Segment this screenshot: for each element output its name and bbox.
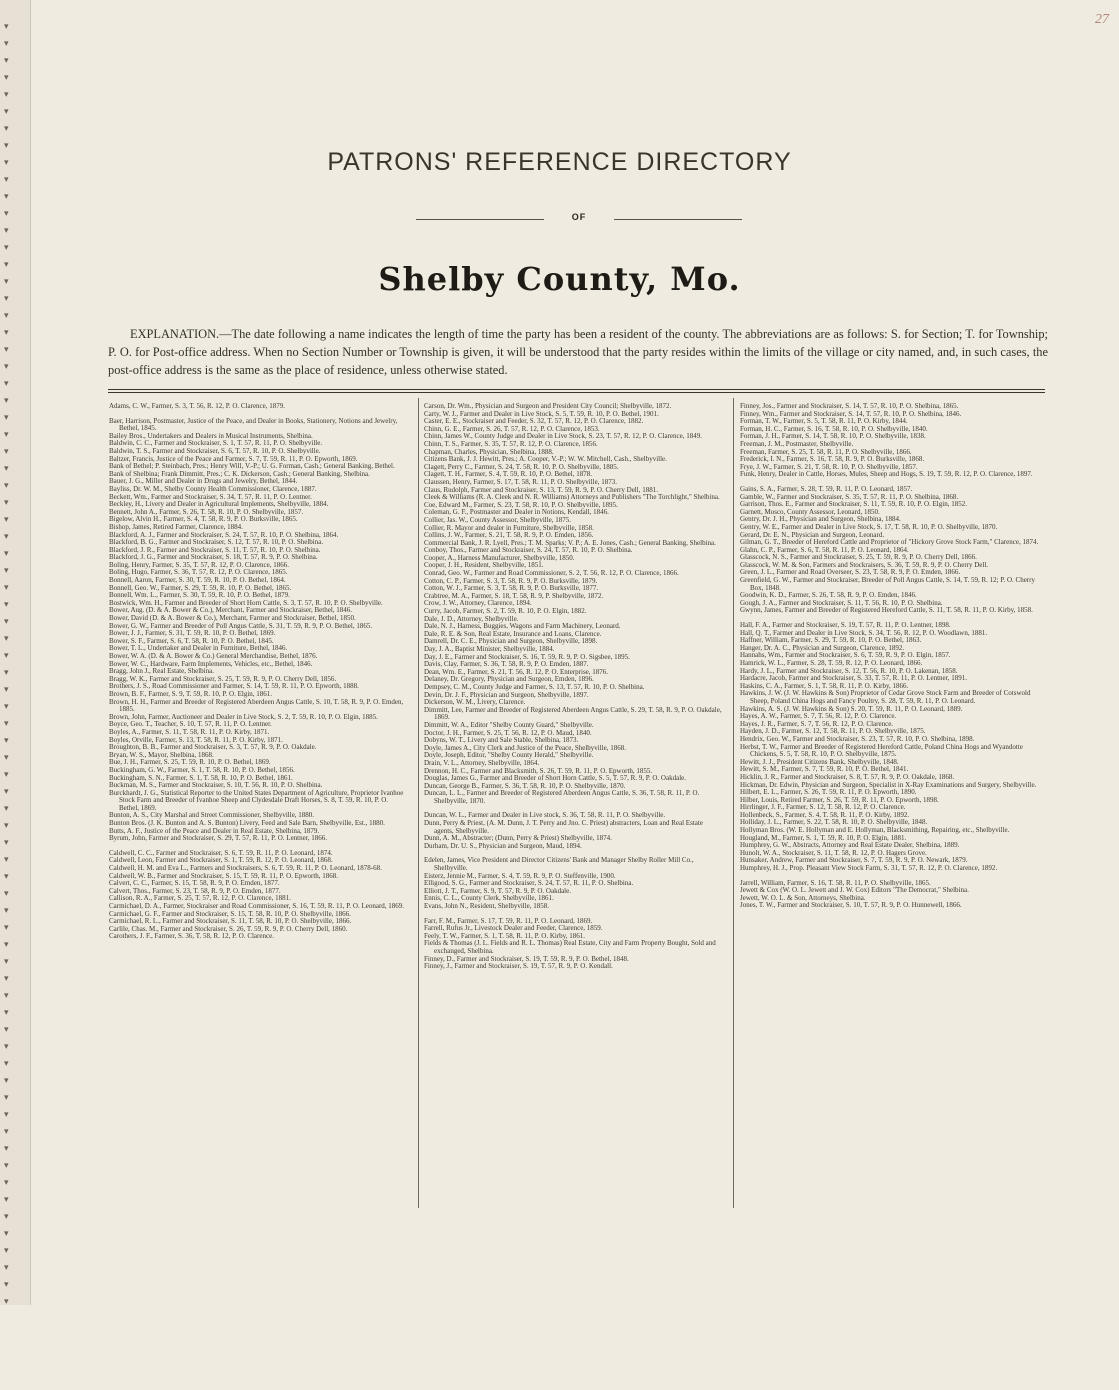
directory-entry: Jewett & Cox (W. O. L. Jewett and J. W. Cox) Editors "The Democrat," Shelbina. [740,886,969,895]
directory-entry: Dickerson, W. M., Livery, Clarence. [424,698,526,707]
directory-entry: Carothers, J. F., Farmer, S. 36, T. 58, R. 12, P. O. Clarence. [109,932,274,941]
binding-ring-icon: ▾ [4,906,9,916]
binding-ring-icon: ▾ [4,821,9,831]
binding-ring-icon: ▾ [4,855,9,865]
directory-entry: Duncan, George B., Farmer, S. 36, T. 58, R. 10, P. O. Shelbyville, 1870. [424,781,626,790]
binding-ring-icon: ▾ [4,1280,9,1290]
binding-ring-icon: ▾ [4,379,9,389]
directory-entry: Doyle, James A., City Clerk and Justice of the Peace, Shelbyville, 1868. [424,743,626,752]
directory-entry: Conboy, Thos., Farmer and Stockraiser, S. 24, T. 57, R. 10, P. O. Shelbina. [424,546,633,555]
directory-entry: Hicklin, J. R., Farmer and Stockraiser, S. 8, T. 57, R. 9, P. O. Oakdale, 1868. [740,772,955,781]
directory-entry: Drain, V. L., Attorney, Shelbyville, 1864. [424,758,540,767]
directory-entry: Buckman, M. S., Farmer and Stockraiser, S. 10, T. 56, R. 10, P. O. Shelbina. [109,781,323,790]
directory-entry: Collier, Jas. W., County Assessor, Shelbyville, 1875. [424,515,572,524]
binding-ring-icon: ▾ [4,566,9,576]
directory-entry: Ennis, C. L., County Clerk, Shelbyville, 1861. [424,894,554,903]
directory-entry: Hall, F. A., Farmer and Stockraiser, S. 19, T. 57, R. 11, P. O. Lentner, 1898. [740,621,951,630]
directory-entry: Cooper, A., Harness Manufacturer, Shelbyville, 1850. [424,553,575,562]
directory-entry: Clagett, T. H., Farmer, S. 4, T. 59, R. 10, P. O. Bethel, 1878. [424,470,592,479]
binding-ring-icon: ▾ [4,1246,9,1256]
directory-entry: Claussen, Henry, Farmer, S. 17, T. 58, R. 11, P. O. Shelbyville, 1873. [424,477,617,486]
directory-entry: Forman, J. H., Farmer, S. 14, T. 58, R. 10, P. O. Shelbyville, 1838. [740,432,926,441]
directory-entry: Caldwell, Leon, Farmer and Stockraiser, S. 1, T. 59, R. 12, P. O. Leonard, 1868. [109,856,333,865]
binding-ring-icon: ▾ [4,940,9,950]
directory-entry: Frederick, I. N., Farmer, S. 16, T. 58, R. 9, P. O. Burksville, 1868. [740,455,925,464]
directory-entry: Finney, J., Farmer and Stockraiser, S. 19, T. 57, R. 9, P. O. Kendall. [424,962,613,971]
directory-entry: Funk, Henry, Dealer in Cattle, Horses, Mules, Sheep and Hogs, S. 19, T. 59, R. 12, P. O. Clarence, 1897. [740,470,1033,479]
directory-entry: Bryan, W. S., Mayor, Shelbina, 1868. [109,750,214,759]
directory-entry: Bishop, James, Retired Farmer, Clarence, 1884. [109,522,243,531]
spiral-binding [0,0,30,1305]
directory-entry: Coe, Edward M., Farmer, S. 23, T. 58, R. 10, P. O. Shelbyville, 1895. [424,500,618,509]
binding-ring-icon: ▾ [4,668,9,678]
binding-ring-icon: ▾ [4,175,9,185]
directory-entry: Doctor, J. H., Farmer, S. 25, T. 56, R. 12, P. O. Maud, 1840. [424,728,592,737]
directory-entry: Durham, Dr. U. S., Physician and Surgeon, Maud, 1894. [424,841,582,850]
directory-entry: Bue, J. H., Farmer, S. 25, T. 59, R. 10, P. O. Bethel, 1869. [109,758,271,767]
directory-entry: Claus, Rudolph, Farmer and Stockraiser, S. 13, T. 59, R. 9, P. O. Cherry Dell, 1881. [424,485,658,494]
directory-entry: Elligood, S. G., Farmer and Stockraiser, S. 24, T. 57, R. 11, P. O. Shelbina. [424,879,634,888]
directory-entry: Hunolt, W. A., Stockraiser, S. 11, T. 58, R. 12, P. O. Hagers Grove. [740,848,927,857]
directory-entry: Dimmitt, Lee, Farmer and Breeder of Registered Aberdeen Angus Cattle, S. 29, T. 58, R. 9, P. O. Oakdale, 1869. [424,705,722,722]
directory-entry: Cleek & Williams (R. A. Cleek and N. R. Williams) Attorneys and Publishers "The Torchlight," Shelbina. [424,493,720,502]
directory-entry: Buckingham, G. W., Farmer, S. 1, T. 58, R. 10, P. O. Bethel, 1856. [109,765,295,774]
directory-entry: Douglas, James G., Farmer and Breeder of Short Horn Cattle, S. 5, T. 57, R. 9, P. O. Oakdale. [424,774,687,783]
directory-entry: Bonnell, Wm. L., Farmer, S. 30, T. 59, R. 10, P. O. Bethel, 1879. [109,591,290,600]
binding-ring-icon: ▾ [4,923,9,933]
directory-entry: Davis, Clay, Farmer, S. 36, T. 58, R. 9, P. O. Emden, 1887. [424,660,589,669]
binding-ring-icon: ▾ [4,294,9,304]
directory-entry: Devin, Dr. J. F., Physician and Surgeon, Shelbyville, 1897. [424,690,589,699]
directory-entry: Baltzer, Francis, Justice of the Peace and Farmer, S. 7, T. 59, R. 11, P. O. Epworth, 1869. [109,454,358,463]
binding-ring-icon: ▾ [4,362,9,372]
page-edge [30,0,31,1305]
binding-ring-icon: ▾ [4,107,9,117]
directory-entry: Caster, E. E., Stockraiser and Feeder, S. 32, T. 57, R. 12, P. O. Clarence, 1882. [424,417,644,426]
binding-ring-icon: ▾ [4,1263,9,1273]
column-separator [418,398,419,1208]
directory-entry: Jones, T. W., Farmer and Stockraiser, S. 10, T. 57, R. 9, P. O. Hunnewell, 1866. [740,901,962,910]
directory-entry: Buckingham, S. N., Farmer, S. 1, T. 58, R. 10, P. O. Bethel, 1861. [109,773,293,782]
directory-column-2 [424,403,724,971]
directory-entry: Eisterz, Jennie M., Farmer, S. 4, T. 59, R. 9, P. O. Steffenville, 1900. [424,871,616,880]
binding-ring-icon: ▾ [4,685,9,695]
directory-entry: Chapman, Charles, Physician, Shelbina, 1888. [424,447,554,456]
binding-ring-icon: ▾ [4,158,9,168]
directory-entry: Boyles, A., Farmer, S. 11, T. 58, R. 11, P. O. Kirby, 1871. [109,727,270,736]
directory-entry: Gilman, G. T., Breeder of Hereford Cattle and Proprietor of "Hickory Grove Stock Farm," Clarence, 1874. [740,538,1039,547]
directory-column-1 [109,403,409,941]
directory-entry: Herbst, T. W., Farmer and Breeder of Registered Hereford Cattle, Poland China Hogs and Wyandotte Chickens, S. 5, T. 58, R. 10, P. O. Shelbyville, 1875. [740,742,1023,759]
directory-entry: Bower, S. F., Farmer, S. 6, T. 58, R. 10, P. O. Bethel, 1845. [109,636,274,645]
directory-entry: Freeman, J. M., Postmaster, Shelbyville. [740,439,854,448]
directory-entry: Hanger, Dr. A. C., Physician and Surgeon, Clarence, 1892. [740,643,905,652]
directory-entry: Chinn, James W., County Judge and Dealer in Live Stock, S. 23, T. 57, R. 12, P. O. Clarence, 1849. [424,432,702,441]
directory-entry: Farrell, Rufus Jr., Livestock Dealer and Feeder, Clarence, 1859. [424,924,603,933]
directory-entry: Bunton Bros. (J. K. Bunton and A. S. Bunton) Livery, Feed and Sale Barn, Shelbyville, Est., 1880. [109,819,385,828]
directory-entry: Humphrey, H. J., Prop. Pleasant View Stock Farm, S. 31, T. 57, R. 12, P. O. Clarence, 1892. [740,864,998,873]
binding-ring-icon: ▾ [4,1110,9,1120]
directory-entry: Crow, J. W., Attorney, Clarence, 1894. [424,599,532,608]
directory-entry: Brown, John, Farmer, Auctioneer and Dealer in Live Stock, S. 2, T. 59, R. 10, P. O. Elgin, 1885. [109,712,378,721]
directory-entry: Coleman, G. F., Postmaster and Dealer in Notions, Kendall, 1846. [424,508,609,517]
directory-entry: Feely, T. W., Farmer, S. 1, T. 58, R. 11, P. O. Kirby, 1861. [424,931,585,940]
binding-ring-icon: ▾ [4,1229,9,1239]
directory-entry: Clagett, Perry C., Farmer, S. 24, T. 58, R. 10, P. O. Shelbyville, 1885. [424,462,619,471]
directory-entry: Carmichael, R. L., Farmer and Stockraiser, S. 11, T. 58, R. 10, P. O. Shelbyville, 1866. [109,917,352,926]
directory-entry: Duncan, L. L., Farmer and Breeder of Registered Aberdeen Angus Cattle, S. 36, T. 58, R. 11, P. O. Shelbyville, 1870. [424,789,700,805]
directory-entry: Cooper, J. H., Resident, Shelbyville, 1851. [424,561,544,570]
directory-entry: Gerard, Dr. E. N., Physician and Surgeon, Leonard. [740,530,885,539]
directory-entry: Hickman, Dr. Edwin, Physician and Surgeon, Specialist in X-Ray Examinations and Surgery, Shelbyville. [740,780,1037,789]
directory-entry: Baldwin, C. C., Farmer and Stockraiser, S. 1, T. 57, R. 11, P. O. Shelbyville. [109,439,323,448]
directory-entry: Hirrlinger, J. F., Farmer, S. 12, T. 58, R. 12, P. O. Clarence. [740,803,906,812]
directory-entry: Adams, C. W., Farmer, S. 3, T. 56, R. 12, P. O. Clarence, 1879. [109,402,286,410]
binding-ring-icon: ▾ [4,991,9,1001]
directory-entry: Collins, J. W., Farmer, S. 21, T. 58, R. 9, P. O. Emden, 1856. [424,531,594,540]
directory-entry: Hollenbeck, S., Farmer, S. 4, T. 58, R. 11, P. O. Kirby, 1892. [740,810,910,819]
directory-entry: Haffner, William, Farmer, S. 29, T. 59, R. 10, P. O. Bethel, 1863. [740,636,922,645]
directory-entry: Caldwell, W. B., Farmer and Stockraiser, S. 15, T. 59, R. 11, P. O. Epworth, 1868. [109,871,339,880]
directory-entry: Bonnell, Aaron, Farmer, S. 30, T. 59, R. 10, P. O. Bethel, 1864. [109,576,286,585]
directory-entry: Jewett, W. O. L. & Son, Attorneys, Shelbina. [740,893,866,902]
directory-entry: Hilbert, E. L., Farmer, S. 26, T. 59, R. 11, P. O. Epworth, 1890. [740,788,917,797]
binding-ring-icon: ▾ [4,736,9,746]
directory-entry: Brothers, J. S., Road Commissioner and Farmer, S. 14, T. 59, R. 11, P. O. Epworth, 1888. [109,682,359,691]
divider-line-right [614,219,742,220]
directory-entry: Haskins, C. A., Farmer, S. 1, T. 58, R. 11, P. O. Kirby, 1866. [740,681,909,690]
directory-entry: Baldwin, T. S., Farmer and Stockraiser, S. 6, T. 57, R. 10, P. O. Shelbyville. [109,446,321,455]
directory-entry: Hayden, J. D., Farmer, S. 12, T. 58, R. 11, P. O. Shelbyville, 1875. [740,727,926,736]
binding-ring-icon: ▾ [4,1195,9,1205]
binding-ring-icon: ▾ [4,583,9,593]
directory-entry: Glahn, C. P., Farmer, S. 6, T. 58, R. 11, P. O. Leonard, 1864. [740,545,909,554]
directory-entry: Bank of Bethel; P. Steinbach, Pres.; Henry Will, V.-P.; U. G. Forman, Cash.; General Banking, Bethel. [109,462,395,471]
directory-entry: Hawkins, J. W. (J. W. Hawkins & Son) Proprietor of Cedar Grove Stock Farm and Breeder of Cotswold Sheep, Poland China Hogs and Fancy Poultry, S. 28, T. 59, R. 11, P. O. Leonard. [740,689,1031,705]
directory-entry: Fields & Thomas (J. L. Fields and R. L. Thomas) Real Estate, City and Farm Property Bought, Sold and exchanged, Shelbina. [424,939,716,955]
binding-ring-icon: ▾ [4,226,9,236]
binding-ring-icon: ▾ [4,889,9,899]
directory-entry: Bragg, John J., Real Estate, Shelbina. [109,667,214,676]
column-separator [733,398,734,1208]
binding-ring-icon: ▾ [4,600,9,610]
directory-entry: Bigelow, Alvin H., Farmer, S. 4, T. 58, R. 9, P. O. Burksville, 1865. [109,515,298,524]
directory-entry: Caldwell, H. M. and Eva L., Farmers and Stockraisers, S. 6, T. 59, R. 11, P. O. Leonard, 1878-68. [109,864,382,873]
directory-entry: Blackford, A. J., Farmer and Stockraiser, S. 24, T. 57, R. 10, P. O. Shelbina, 1864. [109,530,339,539]
directory-entry: Chinn, G. E., Farmer, S. 26, T. 57, R. 12, P. O. Clarence, 1853. [424,424,600,433]
directory-entry: Day, J. E., Farmer and Stockraiser, S. 16, T. 59, R. 9, P. O. Sigsbee, 1895. [424,652,630,661]
binding-ring-icon: ▾ [4,481,9,491]
binding-ring-icon: ▾ [4,787,9,797]
directory-entry: Baer, Harrison, Postmaster, Justice of the Peace, and Dealer in Books, Stationery, Notions and Jewelry, Bethel, 1845. [109,416,398,433]
directory-entry: Finney, Wm., Farmer and Stockraiser, S. 14, T. 57, R. 10, P. O. Shelbina, 1846. [740,409,962,418]
directory-entry: Bower, W. A. (D. & A. Bower & Co.) General Merchandise, Bethel, 1876. [109,652,318,660]
directory-entry: Callison, R. A., Farmer, S. 25, T. 57, R. 12, P. O. Clarence, 1881. [109,894,291,903]
directory-entry: Hayes, A. W., Farmer, S. 7, T. 56, R. 12, P. O. Clarence. [740,712,897,721]
page-number: 27 [1095,12,1109,27]
binding-ring-icon: ▾ [4,1297,9,1307]
directory-entry: Hardacre, Jacob, Farmer and Stockraiser, S. 33, T. 57, R. 11, P. O. Lentner, 1891. [740,674,967,683]
directory-entry: Brown, B. F., Farmer, S. 9, T. 59, R. 10, P. O. Elgin, 1861. [109,689,273,698]
directory-entry: Dobyns, W. T., Livery and Sale Stable, Shelbina, 1873. [424,736,579,745]
directory-entry: Boling, Henry, Farmer, S. 35, T. 57, R. 12, P. O. Clarence, 1866. [109,560,290,569]
directory-entry: Hilber, Louis, Retired Farmer, S. 26, T. 59, R. 11, P. O. Epworth, 1898. [740,795,939,804]
binding-ring-icon: ▾ [4,413,9,423]
binding-ring-icon: ▾ [4,39,9,49]
directory-entry: Gentry, W. E., Farmer and Dealer in Live Stock, S. 17, T. 58, R. 10, P. O. Shelbyville, 1870. [740,522,998,531]
directory-entry: Carty, W. J., Farmer and Dealer in Live Stock, S. 5, T. 59, R. 10, P. O. Bethel, 1901. [424,409,659,418]
binding-ring-icon: ▾ [4,549,9,559]
directory-entry: Holliday, J. L., Farmer, S. 22, T. 58, R. 10, P. O. Shelbyville, 1848. [740,818,928,827]
directory-entry: Bayliss, Dr. W. M., Shelby County Health Commissioner, Clarence, 1887. [109,484,317,493]
directory-entry: Bower, Aug. (D. & A. Bower & Co.), Merchant, Farmer and Stockraiser, Bethel, 1846. [109,606,353,615]
directory-entry: Elliott, J. T., Farmer, S. 9, T. 57, R. 9, P. O. Oakdale. [424,886,571,895]
directory-entry: Boling, Hugo, Farmer, S. 36, T. 57, R. 12, P. O. Clarence, 1865. [109,568,288,577]
directory-column-3 [740,403,1040,910]
directory-entry: Bragg, W. K., Farmer and Stockraiser, S. 25, T. 59, R. 9, P. O. Cherry Dell, 1856. [109,674,337,683]
binding-ring-icon: ▾ [4,430,9,440]
directory-entry: Hannahs, Wm., Farmer and Stockraiser, S. 6, T. 59, R. 9, P. O. Elgin, 1857. [740,651,951,660]
binding-ring-icon: ▾ [4,1059,9,1069]
directory-entry: Finney, D., Farmer and Stockraiser, S. 19, T. 59, R. 9, P. O. Bethel, 1848. [424,954,629,963]
directory-entry: Forman, H. C., Farmer, S. 16, T. 58, R. 10, P. O. Shelbyville, 1840. [740,424,928,433]
directory-entry: Bower, J. J., Farmer, S. 31, T. 59, R. 10, P. O. Bethel, 1869. [109,629,276,638]
binding-ring-icon: ▾ [4,532,9,542]
binding-ring-icon: ▾ [4,770,9,780]
top-rule [108,389,1045,390]
directory-entry: Bower, T. L., Undertaker and Dealer in Furniture, Bethel, 1846. [109,644,288,653]
directory-entry: Bower, David (D. & A. Bower & Co.), Merchant, Farmer and Stockraiser, Bethel, 1850. [109,614,356,623]
directory-entry: Beckley, H., Livery and Dealer in Agricultural Implements, Shelbyville, 1884. [109,500,329,509]
binding-ring-icon: ▾ [4,634,9,644]
directory-entry: Bank of Shelbina; Frank Dimmitt, Pres.; C. K. Dickerson, Cash.; General Banking, Shelbina. [109,469,370,478]
binding-ring-icon: ▾ [4,73,9,83]
directory-entry: Blackford, J. R., Farmer and Stockraiser, S. 11, T. 57, R. 10, P. O. Shelbina. [109,545,321,554]
directory-entry: Finney, Jos., Farmer and Stockraiser, S. 14, T. 57, R. 10, P. O. Shelbina, 1865. [740,402,959,410]
binding-ring-icon: ▾ [4,702,9,712]
binding-ring-icon: ▾ [4,447,9,457]
directory-entry: Bailey Bros., Undertakers and Dealers in Musical Instruments, Shelbina. [109,431,313,440]
directory-entry: Carlile, Chas. M., Farmer and Stockraiser, S. 26, T. 59, R. 9, P. O. Cherry Dell, 1860. [109,924,348,933]
binding-ring-icon: ▾ [4,1093,9,1103]
binding-ring-icon: ▾ [4,1161,9,1171]
directory-entry: Green, J. L., Farmer and Road Overseer, S. 23, T. 58, R. 9, P. O. Emden, 1866. [740,568,961,577]
directory-entry: Hougland, M., Farmer, S. 1, T. 59, R. 10, P. O. Elgin, 1881. [740,833,907,842]
directory-entry: Burckhardt, J. G., Statistical Reporter to the United States Department of Agriculture, Proprietor Ivanhoe Stock Farm and Breeder of Ivanhoe Sheep and Clydesdale Draft Horses, S. 8, T. 59, R. 10, P. O. Bethel, 1869. [109,788,404,812]
directory-entry: Hall, Q. T., Farmer and Dealer in Live Stock, S. 34, T. 56, R. 12, P. O. Woodlawn, 1881. [740,628,988,637]
binding-ring-icon: ▾ [4,804,9,814]
directory-entry: Bower, G. W., Farmer and Breeder of Poll Angus Cattle, S. 31, T. 59, R. 9, P. O. Bethel, 1865. [109,621,373,630]
binding-ring-icon: ▾ [4,345,9,355]
directory-entry: Evans, John N., Resident, Shelbyville, 1858. [424,902,550,910]
binding-ring-icon: ▾ [4,1212,9,1222]
directory-entry: Garnett, Mosco, County Assessor, Leonard, 1850. [740,507,880,516]
directory-entry: Dunn, A. M., Abstracter; (Dunn, Perry & Priest) Shelbyville, 1874. [424,834,612,843]
directory-entry: Gentry, Dr. J. H., Physician and Surgeon, Shelbina, 1884. [740,515,901,524]
directory-entry: Calvert, C. C., Farmer, S. 15, T. 58, R. 9, P. O. Emden, 1877. [109,879,280,888]
directory-entry: Hollyman Bros. (W. E. Hollyman and E. Hollyman, Blacksmithing, Repairing, etc., Shelbyville. [740,826,1010,835]
binding-ring-icon: ▾ [4,22,9,32]
directory-entry: Dean, Wm. E., Farmer, S. 21, T. 56, R. 12, P. O. Enterprise, 1876. [424,667,609,676]
binding-ring-icon: ▾ [4,1127,9,1137]
directory-entry: Farr, F. M., Farmer, S. 17, T. 59, R. 11, P. O. Leonard, 1869. [424,916,593,925]
directory-entry: Cotton, C. P., Farmer, S. 3, T. 58, R. 9, P. O. Burksville, 1879. [424,576,598,585]
directory-entry: Glasscock, W. M. & Son, Farmers and Stockraisers, S. 36, T. 59, R. 9, P. O. Cherry Dell. [740,560,989,569]
directory-entry: Hawkins, A. S. (J. W. Hawkins & Son) S. 20, T. 59, R. 11, P. O. Leonard, 1889. [740,704,963,713]
binding-ring-icon: ▾ [4,209,9,219]
directory-entry: Jarrell, William, Farmer, S. 16, T. 58, R. 11, P. O. Shelbyville, 1865. [740,878,931,887]
directory-entry: Freeman, Farmer, S. 25, T. 58, R. 11, P. O. Shelbyville, 1866. [740,447,912,456]
binding-ring-icon: ▾ [4,464,9,474]
binding-ring-icon: ▾ [4,243,9,253]
binding-ring-icon: ▾ [4,651,9,661]
directory-entry: Collier, R. Mayor and dealer in Furniture, Shelbyville, 1858. [424,523,594,532]
binding-ring-icon: ▾ [4,124,9,134]
directory-entry: Calvert, Thos., Farmer, S. 23, T. 58, R. 9, P. O. Emden, 1877. [109,886,281,895]
directory-entry: Garrison, Thos. E., Farmer and Stockraiser, S. 11, T. 59, R. 10, P. O. Elgin, 1852. [740,500,967,509]
directory-entry: Byrum, John, Farmer and Stockraiser, S. 29, T. 57, R. 11, P. O. Lentner, 1866. [109,834,328,843]
top-rule-second [108,392,1045,393]
directory-entry: Hunsaker, Andrew, Farmer and Stockraiser, S. 7, T. 59, R. 9, P. O. Newark, 1879. [740,856,968,865]
directory-entry: Hayes, J. R., Farmer, S. 7, T. 56, R. 12, P. O. Clarence. [740,719,894,728]
binding-ring-icon: ▾ [4,90,9,100]
directory-entry: Hewitt, S. M., Farmer, S. 7, T. 59, R. 10, P. O. Bethel, 1841. [740,765,909,774]
of-label: OF [571,212,587,222]
directory-entry: Gamble, W., Farmer and Stockraiser, S. 35, T. 57, R. 11, P. O. Shelbina, 1868. [740,492,959,501]
directory-entry: Bauer, J. G., Miller and Dealer in Drugs and Jewelry, Bethel, 1844. [109,477,298,486]
binding-ring-icon: ▾ [4,838,9,848]
directory-entry: Humphrey, G. W., Abstracts, Attorney and Real Estate Dealer, Shelbina, 1889. [740,841,960,850]
directory-entry: Dale, R. E. & Son, Real Estate, Insurance and Loans, Clarence. [424,629,602,638]
directory-entry: Duncan, W. L., Farmer and Dealer in Live stock, S. 36, T. 58, R. 11, P. O. Shelbyville. [424,811,666,820]
directory-entry: Frye, J. W., Farmer, S. 21, T. 58, R. 10, P. O. Shelbyville, 1857. [740,462,918,471]
directory-entry: Gwynn, James, Farmer and Breeder of Registered Hereford Cattle, S. 11, T. 58, R. 11, P. O. Kirby, 1858. [740,606,1033,615]
binding-ring-icon: ▾ [4,260,9,270]
directory-entry: Bower, W. C., Hardware, Farm Implements, Vehicles, etc., Bethel, 1846. [109,659,313,668]
directory-entry: Conrad, Geo. W., Farmer and Road Commissioner, S. 2, T. 56, R. 12, P. O. Clarence, 1866. [424,569,679,578]
directory-entry: Blackford, J. G., Farmer and Stockraiser, S. 18, T. 57, R. 9, P. O. Shelbina. [109,553,318,562]
binding-ring-icon: ▾ [4,141,9,151]
directory-entry: Boyce, Geo. T., Teacher, S. 10, T. 57, R. 11, P. O. Lentner. [109,720,272,729]
directory-entry: Hamrick, W. L., Farmer, S. 28, T. 59, R. 12, P. O. Leonard, 1866. [740,659,923,667]
binding-ring-icon: ▾ [4,974,9,984]
directory-entry: Blackford, B. G., Farmer and Stockraiser, S. 12, T. 57, R. 10, P. O. Shelbina. [109,538,324,547]
binding-ring-icon: ▾ [4,1076,9,1086]
directory-entry: Dale, N. J., Harness, Buggies, Wagons and Farm Machinery, Leonard. [424,622,621,631]
binding-ring-icon: ▾ [4,1008,9,1018]
binding-ring-icon: ▾ [4,1144,9,1154]
binding-ring-icon: ▾ [4,56,9,66]
directory-entry: Carmichael, G. F., Farmer and Stockraiser, S. 15, T. 58, R. 10, P. O. Shelbyville, 1866. [109,909,351,918]
directory-entry: Hardy, J. L., Farmer and Stockraiser, S. 12, T. 56, R. 10, P. O. Lakenan, 1858. [740,666,958,675]
directory-entry: Chinn, T. S., Farmer, S. 35, T. 57, R. 12, P. O. Clarence, 1856. [424,439,598,448]
explanation-paragraph: EXPLANATION.—The date following a name indicates the length of time the party has been a resident of the county. The abbreviations are as follows: S. for Section; T. for Township; P. O. for Post-office address. When no Section Number or Township is given, it will be understood that the party resides within the limits of the village or city named, and, in such cases, the post-office address is the same as the place of residence, unless otherwise stated. [108,327,1048,377]
directory-entry: Curry, Jacob, Farmer, S. 2, T. 59, R. 10, P. O. Elgin, 1882. [424,607,587,616]
directory-entry: Dimmitt, W. A., Editor "Shelby County Guard," Shelbyville. [424,720,594,729]
directory-entry: Cotton, W. J., Farmer, S. 3, T. 58, R. 9, P. O. Burksville, 1877. [424,584,599,593]
directory-entry: Day, J. A., Baptist Minister, Shelbyville, 1884. [424,645,555,653]
directory-entry: Dunn, Perry & Priest, (A. M. Dunn, J. T. Perry and Jno. C. Priest) abstracters, Loan and Real Estate agents, Shelbyville. [424,819,703,835]
directory-entry: Caldwell, C. C., Farmer and Stockraiser, S. 6, T. 59, R. 11, P. O. Leonard, 1874. [109,848,333,857]
binding-ring-icon: ▾ [4,753,9,763]
directory-entry: Citizens Bank, J. J. Hewitt, Pres.; A. Cooper, V.-P.; W. W. Mitchell, Cash., Shelbyville. [424,455,667,464]
directory-entry: Dale, J. D., Attorney, Shelbyville. [424,614,519,623]
directory-entry: Hewitt, J. J., President Citizens Bank, Shelbyville, 1848. [740,757,899,766]
binding-ring-icon: ▾ [4,311,9,321]
directory-entry: Crabtree, M. A., Farmer, S. 18, T. 58, R. 9, P. Shelbyville, 1872. [424,591,604,600]
directory-entry: Butts, A. F., Justice of the Peace and Dealer in Real Estate, Shelbina, 1879. [109,826,320,835]
directory-entry: Beckett, Wm., Farmer and Stockraiser, S. 34, T. 57, R. 11, P. O. Lentner. [109,492,312,501]
binding-ring-icon: ▾ [4,1178,9,1188]
directory-entry: Bostwick, Wm. H., Farmer and Breeder of Short Horn Cattle, S. 3, T. 57, R. 10, P. O. Shelbyville. [109,598,383,607]
directory-entry: Greenfield, G. W., Farmer and Stockraiser, Breeder of Poll Angus Cattle, S. 14, T. 59, R. 12; P. O. Cherry Box, 1848. [740,576,1035,592]
directory-entry: Carson, Dr. Wm., Physician and Surgeon and President City Council; Shelbyville, 1872. [424,402,672,410]
binding-ring-icon: ▾ [4,396,9,406]
directory-entry: Forman, T. W., Farmer, S. 5, T. 58, R. 11, P. O. Kirby, 1844. [740,417,908,426]
binding-ring-icon: ▾ [4,872,9,882]
page-title: PATRONS' REFERENCE DIRECTORY [327,148,792,176]
binding-ring-icon: ▾ [4,328,9,338]
of-divider [416,212,742,228]
directory-entry: Edelen, James, Vice President and Director Citizens' Bank and Manager Shelby Roller Mill Co., Shelbyville. [424,856,694,873]
directory-entry: Bennett, John A., Farmer, S. 26, T. 58, R. 10, P. O. Shelbyville, 1857. [109,507,304,516]
directory-entry: Carmichael, D. A., Farmer, Stockraiser and Road Commissioner, S. 16, T. 59, R. 11, P. O. Leonard, 1869. [109,902,405,910]
directory-entry: Commercial Bank, J. R. Lyell, Pres.; T. M. Sparks; V. P.; A. E. Jones, Cash.; General Banking, Shelbina. [424,538,716,547]
directory-entry: Delaney, Dr. Gregory, Physician and Surgeon, Emden, 1896. [424,675,594,684]
binding-ring-icon: ▾ [4,277,9,287]
directory-entry: Gough, J. A., Farmer and Stockraiser, S. 11, T. 56, R. 10, P. O. Shelbina. [740,598,943,607]
binding-ring-icon: ▾ [4,1025,9,1035]
directory-entry: Doyle, Joseph, Editor, "Shelby County Herald," Shelbyville. [424,751,594,760]
directory-entry: Gains, S. A., Farmer, S. 28, T. 59, R. 11, P. O. Leonard, 1857. [740,484,913,493]
directory-entry: Broughton, B. B., Farmer and Stockraiser, S. 3, T. 57, R. 9, P. O. Oakdale. [109,743,317,752]
binding-ring-icon: ▾ [4,617,9,627]
directory-entry: Brown, H. H., Farmer and Breeder of Registered Aberdeen Angus Cattle, S. 10, T. 58, R. 9, P. O. Emden, 1885. [109,697,404,714]
directory-entry: Bunton, A. S., City Marshal and Street Commissioner, Shelbyville, 1880. [109,811,315,820]
binding-ring-icon: ▾ [4,192,9,202]
binding-ring-icon: ▾ [4,957,9,967]
directory-entry: Boyles, Orville, Farmer, S. 13, T. 58, R. 11, P. O. Kirby, 1871. [109,735,283,744]
binding-ring-icon: ▾ [4,498,9,508]
directory-entry: Damrell, Dr. C. E., Physician and Surgeon, Shelbyville, 1898. [424,637,598,646]
directory-entry: Drennon, H. C., Farmer and Blacksmith, S. 26, T. 59, R. 11, P. O. Epworth, 1855. [424,766,653,775]
county-heading: Shelby County, Mo. [378,260,741,298]
directory-entry: Glasscock, N. S., Farmer and Stockraiser, S. 25, T. 59, R. 9, P. O. Cherry Dell, 1866. [740,553,977,562]
binding-ring-icon: ▾ [4,1042,9,1052]
directory-entry: Goodwin, K. D., Farmer, S. 26, T. 58, R. 9, P. O. Emden, 1846. [740,591,917,600]
directory-entry: Bonnell, Geo. W., Farmer, S. 29, T. 59, R. 10, P. O. Bethel, 1865. [109,583,292,592]
directory-entry: Hendrix, Geo. W., Farmer and Stockraiser, S. 23, T. 57, R. 10, P. O. Shelbina, 1898. [740,734,975,743]
binding-ring-icon: ▾ [4,719,9,729]
binding-ring-icon: ▾ [4,515,9,525]
directory-entry: Dempsey, C. M., County Judge and Farmer, S. 13, T. 57, R. 10, P. O. Shelbina. [424,682,645,691]
